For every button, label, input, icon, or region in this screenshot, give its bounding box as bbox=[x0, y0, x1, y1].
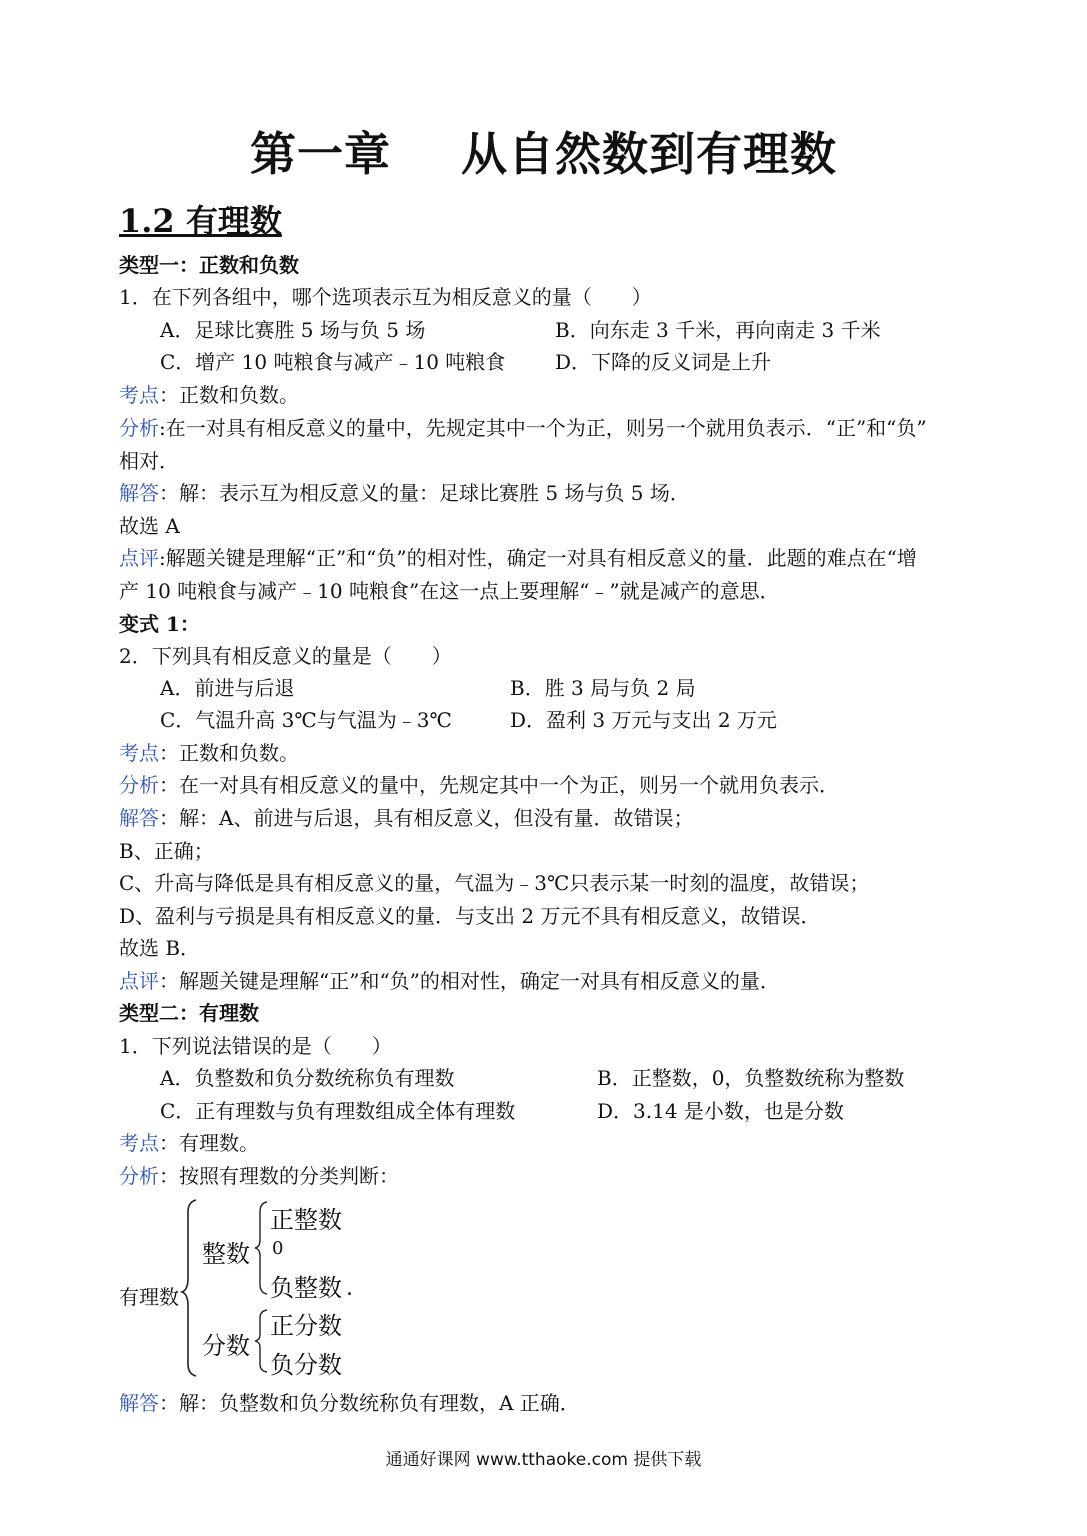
option-c: C．气温升高 3℃与气温为﹣3℃ bbox=[160, 708, 452, 732]
fenxi-label: 分析 bbox=[119, 1164, 159, 1188]
kaodian-text: ：有理数。 bbox=[159, 1131, 259, 1155]
fenxi-text: ：按照有理数的分类判断： bbox=[159, 1164, 399, 1188]
tree-negative-fraction: 负分数 bbox=[270, 1351, 342, 1379]
option-a: A．前进与后退 bbox=[160, 676, 295, 700]
fenxi-text: ：在一对具有相反意义的量中，先规定其中一个为正，则另一个就用负表示． bbox=[159, 773, 839, 797]
tree-period: . bbox=[346, 1276, 353, 1301]
jieda-text: ：解：A、前进与后退，具有相反意义，但没有量．故错误； bbox=[159, 806, 694, 830]
type1-heading: 类型一：正数和负数 bbox=[119, 253, 299, 277]
kaodian-line bbox=[119, 1129, 259, 1157]
footer-source: 通通好课网 www.tthaoke.com 提供下载 bbox=[385, 1450, 702, 1470]
fenxi-text: :在一对具有相反意义的量中，先规定其中一个为正，则另一个就用负表示．“正”和“负” bbox=[159, 416, 927, 440]
kaodian-label: 考点 bbox=[119, 741, 159, 765]
dianping-text: :解题关键是理解“正”和“负”的相对性，确定一对具有相反意义的量．此题的难点在“增 bbox=[159, 546, 917, 570]
jieda-item-d: D、盈利与亏损是具有相反意义的量．与支出 2 万元不具有相反意义，故错误． bbox=[119, 904, 821, 928]
question-stem: 1．下列说法错误的是（ ） bbox=[119, 1034, 392, 1058]
dianping-continuation: 产 10 吨粮食与减产﹣10 吨粮食”在这一点上要理解“﹣”就是减产的意思． bbox=[119, 579, 780, 603]
option-b: B．正整数，0，负整数统称为整数 bbox=[597, 1066, 905, 1090]
option-c: C．增产 10 吨粮食与减产﹣10 吨粮食 bbox=[160, 350, 506, 374]
option-a: A．足球比赛胜 5 场与负 5 场 bbox=[160, 318, 426, 342]
fenxi-line bbox=[119, 771, 839, 799]
tree-fraction: 分数 bbox=[202, 1332, 250, 1360]
fenxi-label: 分析 bbox=[119, 416, 159, 440]
chapter-number: 第一章 bbox=[250, 127, 391, 181]
section-title: 1.2 有理数 bbox=[119, 202, 282, 240]
jieda-label: 解答 bbox=[119, 1391, 159, 1415]
jieda-item-c: C、升高与降低是具有相反意义的量，气温为﹣3℃只表示某一时刻的温度，故错误； bbox=[119, 871, 870, 895]
option-a: A．负整数和负分数统称负有理数 bbox=[160, 1066, 455, 1090]
jieda-line bbox=[119, 804, 693, 832]
fenxi-line bbox=[119, 414, 927, 442]
option-d: D．3.14 是小数，也是分数 bbox=[597, 1099, 844, 1123]
dianping-label: 点评 bbox=[119, 546, 159, 570]
dianping-text: ：解题关键是理解“正”和“负”的相对性，确定一对具有相反意义的量． bbox=[159, 969, 780, 993]
chapter-name: 从自然数到有理数 bbox=[461, 127, 837, 181]
option-b: B．胜 3 局与负 2 局 bbox=[510, 676, 696, 700]
jieda-text: ：解：表示互为相反意义的量：足球比赛胜 5 场与负 5 场． bbox=[159, 481, 690, 505]
outer-brace bbox=[180, 1198, 200, 1378]
jieda-line bbox=[119, 479, 690, 507]
chapter-title bbox=[0, 118, 1087, 184]
question-stem: 2．下列具有相反意义的量是（ ） bbox=[119, 644, 452, 668]
variant-heading: 变式 1： bbox=[119, 612, 200, 636]
integer-brace bbox=[253, 1200, 269, 1296]
jieda-text: ：解：负整数和负分数统称负有理数，A 正确． bbox=[159, 1391, 580, 1415]
dianping-label: 点评 bbox=[119, 969, 159, 993]
kaodian-line bbox=[119, 381, 299, 409]
fenxi-continuation: 相对． bbox=[119, 449, 179, 473]
kaodian-line bbox=[119, 739, 299, 767]
answer-choice: 故选 A bbox=[119, 514, 180, 538]
tree-integer: 整数 bbox=[202, 1240, 250, 1268]
option-d: D．下降的反义词是上升 bbox=[555, 350, 772, 374]
kaodian-text: ：正数和负数。 bbox=[159, 383, 299, 407]
kaodian-text: ：正数和负数。 bbox=[159, 741, 299, 765]
kaodian-label: 考点 bbox=[119, 383, 159, 407]
option-c: C．正有理数与负有理数组成全体有理数 bbox=[160, 1099, 516, 1123]
tree-negative-integer: 负整数 bbox=[270, 1274, 342, 1302]
option-b: B．向东走 3 千米，再向南走 3 千米 bbox=[555, 318, 881, 342]
fenxi-line bbox=[119, 1162, 399, 1190]
tree-root: 有理数 bbox=[119, 1285, 179, 1309]
question-stem: 1．在下列各组中，哪个选项表示互为相反意义的量（ ） bbox=[119, 285, 652, 309]
dianping-line bbox=[119, 544, 917, 572]
tree-positive-integer: 正整数 bbox=[270, 1206, 342, 1234]
jieda-label: 解答 bbox=[119, 481, 159, 505]
jieda-line bbox=[119, 1389, 580, 1417]
fraction-brace bbox=[253, 1308, 269, 1374]
dianping-line bbox=[119, 967, 780, 995]
option-d: D．盈利 3 万元与支出 2 万元 bbox=[510, 708, 777, 732]
answer-choice: 故选 B． bbox=[119, 936, 201, 960]
kaodian-label: 考点 bbox=[119, 1131, 159, 1155]
jieda-item-b: B、正确； bbox=[119, 839, 214, 863]
type2-heading: 类型二：有理数 bbox=[119, 1001, 259, 1025]
jieda-label: 解答 bbox=[119, 806, 159, 830]
tree-zero: 0 bbox=[272, 1238, 284, 1259]
tree-positive-fraction: 正分数 bbox=[270, 1312, 342, 1340]
fenxi-label: 分析 bbox=[119, 773, 159, 797]
